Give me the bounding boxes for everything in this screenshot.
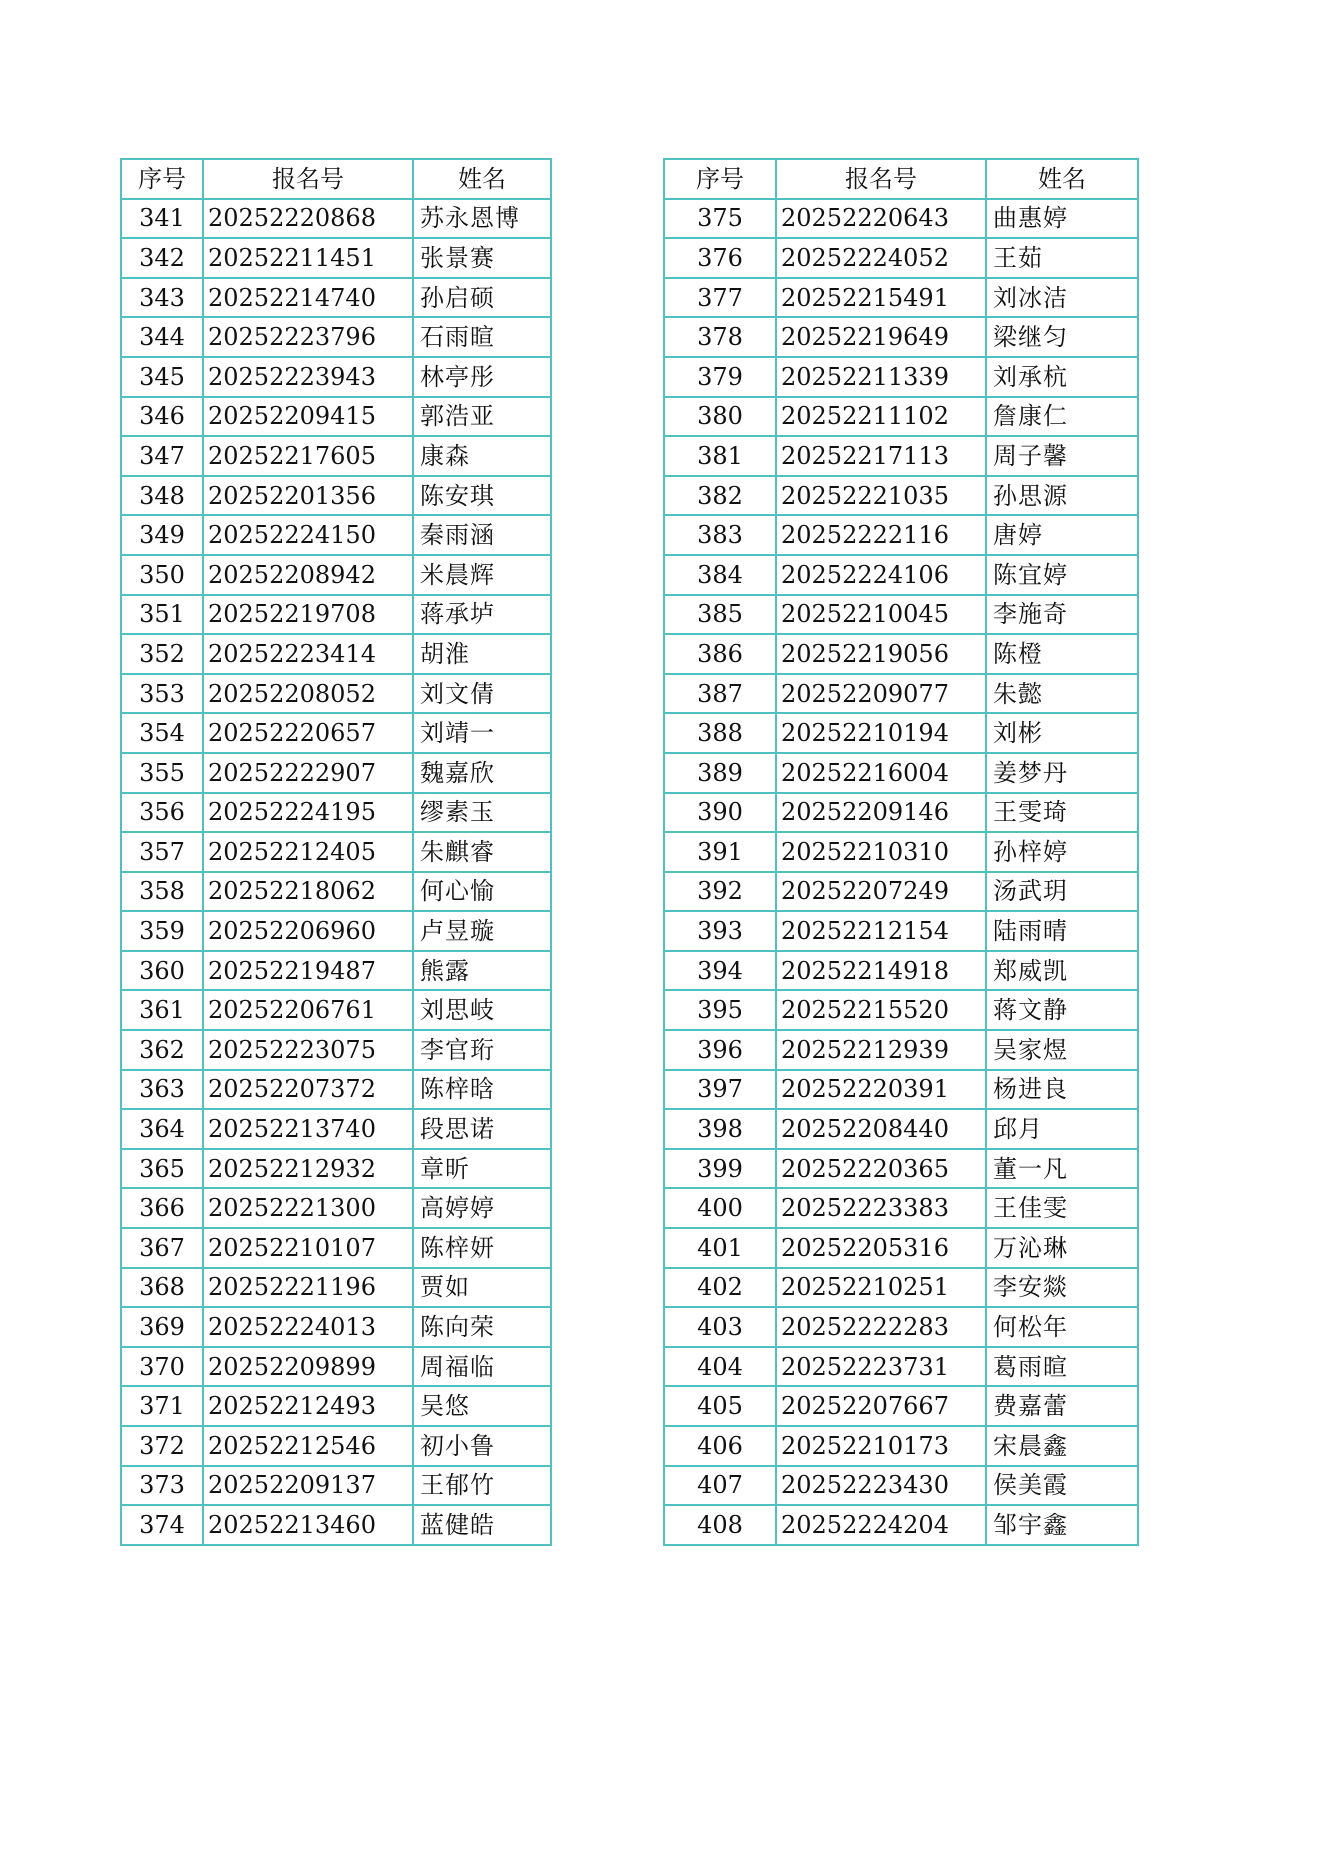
cell-reg-no: 20252210310 <box>776 832 986 872</box>
cell-reg-no: 20252223383 <box>776 1188 986 1228</box>
cell-seq: 358 <box>121 872 203 912</box>
cell-seq: 374 <box>121 1505 203 1545</box>
cell-reg-no: 20252215520 <box>776 990 986 1030</box>
table-row <box>664 515 1138 555</box>
table-row <box>664 1505 1138 1545</box>
cell-reg-no: 20252222907 <box>203 753 413 793</box>
cell-name: 贾如 <box>413 1268 551 1308</box>
cell-name: 汤武玥 <box>986 872 1138 912</box>
cell-name: 董一凡 <box>986 1149 1138 1189</box>
cell-seq: 400 <box>664 1188 776 1228</box>
table-row <box>664 436 1138 476</box>
cell-seq: 347 <box>121 436 203 476</box>
cell-reg-no: 20252222116 <box>776 515 986 555</box>
table-row <box>121 793 551 833</box>
cell-seq: 352 <box>121 634 203 674</box>
cell-seq: 348 <box>121 476 203 516</box>
cell-seq: 350 <box>121 555 203 595</box>
cell-seq: 349 <box>121 515 203 555</box>
cell-seq: 407 <box>664 1466 776 1506</box>
cell-seq: 378 <box>664 317 776 357</box>
cell-reg-no: 20252210251 <box>776 1268 986 1308</box>
cell-reg-no: 20252224150 <box>203 515 413 555</box>
cell-name: 高婷婷 <box>413 1188 551 1228</box>
cell-reg-no: 20252222283 <box>776 1307 986 1347</box>
cell-name: 詹康仁 <box>986 397 1138 437</box>
cell-reg-no: 20252217113 <box>776 436 986 476</box>
table-row <box>121 911 551 951</box>
cell-reg-no: 20252218062 <box>203 872 413 912</box>
table-row <box>121 595 551 635</box>
cell-name: 张景赛 <box>413 238 551 278</box>
table-row <box>121 1347 551 1387</box>
cell-name: 蒋承垆 <box>413 595 551 635</box>
cell-name: 万沁琳 <box>986 1228 1138 1268</box>
cell-name: 周子馨 <box>986 436 1138 476</box>
cell-seq: 401 <box>664 1228 776 1268</box>
table-row <box>121 238 551 278</box>
table-row <box>121 1307 551 1347</box>
cell-seq: 355 <box>121 753 203 793</box>
cell-reg-no: 20252206960 <box>203 911 413 951</box>
cell-name: 费嘉蕾 <box>986 1386 1138 1426</box>
cell-seq: 363 <box>121 1070 203 1110</box>
table-row <box>121 872 551 912</box>
table-row <box>664 1426 1138 1466</box>
cell-seq: 403 <box>664 1307 776 1347</box>
header-name: 姓名 <box>986 159 1138 199</box>
cell-seq: 397 <box>664 1070 776 1110</box>
header-reg-no: 报名号 <box>203 159 413 199</box>
cell-reg-no: 20252210107 <box>203 1228 413 1268</box>
cell-name: 米晨辉 <box>413 555 551 595</box>
table-row <box>664 1347 1138 1387</box>
cell-reg-no: 20252212546 <box>203 1426 413 1466</box>
cell-seq: 385 <box>664 595 776 635</box>
cell-name: 王雯琦 <box>986 793 1138 833</box>
cell-seq: 392 <box>664 872 776 912</box>
table-row <box>121 1070 551 1110</box>
cell-name: 陈向荣 <box>413 1307 551 1347</box>
cell-reg-no: 20252201356 <box>203 476 413 516</box>
cell-name: 曲惠婷 <box>986 199 1138 239</box>
cell-reg-no: 20252206761 <box>203 990 413 1030</box>
header-seq: 序号 <box>121 159 203 199</box>
table-row <box>664 674 1138 714</box>
cell-name: 吴家煜 <box>986 1030 1138 1070</box>
cell-seq: 366 <box>121 1188 203 1228</box>
cell-name: 吴悠 <box>413 1386 551 1426</box>
cell-name: 刘冰洁 <box>986 278 1138 318</box>
table-row <box>121 199 551 239</box>
cell-reg-no: 20252207249 <box>776 872 986 912</box>
cell-reg-no: 20252211102 <box>776 397 986 437</box>
cell-seq: 389 <box>664 753 776 793</box>
table-row <box>121 674 551 714</box>
table-row <box>121 990 551 1030</box>
table-row <box>121 634 551 674</box>
table-row <box>664 357 1138 397</box>
roster-table-right <box>663 158 1139 1546</box>
cell-seq: 406 <box>664 1426 776 1466</box>
cell-seq: 386 <box>664 634 776 674</box>
cell-seq: 405 <box>664 1386 776 1426</box>
cell-reg-no: 20252220643 <box>776 199 986 239</box>
table-row <box>664 911 1138 951</box>
cell-name: 陈宜婷 <box>986 555 1138 595</box>
cell-name: 孙启硕 <box>413 278 551 318</box>
cell-reg-no: 20252215491 <box>776 278 986 318</box>
cell-seq: 376 <box>664 238 776 278</box>
cell-reg-no: 20252211451 <box>203 238 413 278</box>
cell-seq: 367 <box>121 1228 203 1268</box>
cell-seq: 380 <box>664 397 776 437</box>
header-row <box>664 159 1138 199</box>
cell-seq: 364 <box>121 1109 203 1149</box>
cell-seq: 370 <box>121 1347 203 1387</box>
cell-name: 苏永恩博 <box>413 199 551 239</box>
cell-name: 朱懿 <box>986 674 1138 714</box>
cell-reg-no: 20252209899 <box>203 1347 413 1387</box>
cell-seq: 408 <box>664 1505 776 1545</box>
table-row <box>664 832 1138 872</box>
cell-seq: 342 <box>121 238 203 278</box>
cell-seq: 404 <box>664 1347 776 1387</box>
cell-reg-no: 20252209077 <box>776 674 986 714</box>
cell-seq: 354 <box>121 713 203 753</box>
cell-reg-no: 20252224013 <box>203 1307 413 1347</box>
cell-seq: 398 <box>664 1109 776 1149</box>
table-row <box>664 476 1138 516</box>
cell-seq: 371 <box>121 1386 203 1426</box>
cell-name: 刘思岐 <box>413 990 551 1030</box>
cell-seq: 356 <box>121 793 203 833</box>
cell-seq: 402 <box>664 1268 776 1308</box>
table-body-right <box>664 199 1138 1545</box>
cell-name: 陈橙 <box>986 634 1138 674</box>
table-row <box>121 555 551 595</box>
cell-name: 李安燚 <box>986 1268 1138 1308</box>
table-row <box>121 515 551 555</box>
cell-reg-no: 20252221035 <box>776 476 986 516</box>
cell-name: 梁继匀 <box>986 317 1138 357</box>
table-row <box>121 832 551 872</box>
cell-reg-no: 20252220657 <box>203 713 413 753</box>
table-row <box>121 1426 551 1466</box>
table-row <box>664 595 1138 635</box>
cell-reg-no: 20252210045 <box>776 595 986 635</box>
cell-reg-no: 20252216004 <box>776 753 986 793</box>
cell-name: 陆雨晴 <box>986 911 1138 951</box>
table-row <box>121 436 551 476</box>
table-row <box>664 397 1138 437</box>
cell-name: 邱月 <box>986 1109 1138 1149</box>
cell-name: 李施奇 <box>986 595 1138 635</box>
table-row <box>121 1505 551 1545</box>
cell-seq: 344 <box>121 317 203 357</box>
cell-seq: 375 <box>664 199 776 239</box>
cell-seq: 399 <box>664 1149 776 1189</box>
cell-reg-no: 20252217605 <box>203 436 413 476</box>
table-row <box>664 990 1138 1030</box>
cell-name: 孙思源 <box>986 476 1138 516</box>
cell-seq: 346 <box>121 397 203 437</box>
cell-reg-no: 20252221196 <box>203 1268 413 1308</box>
cell-seq: 360 <box>121 951 203 991</box>
cell-reg-no: 20252219649 <box>776 317 986 357</box>
cell-reg-no: 20252223731 <box>776 1347 986 1387</box>
cell-reg-no: 20252205316 <box>776 1228 986 1268</box>
table-row <box>121 1466 551 1506</box>
cell-name: 初小鲁 <box>413 1426 551 1466</box>
cell-name: 章昕 <box>413 1149 551 1189</box>
cell-reg-no: 20252224195 <box>203 793 413 833</box>
cell-seq: 390 <box>664 793 776 833</box>
table-row <box>664 753 1138 793</box>
cell-reg-no: 20252207667 <box>776 1386 986 1426</box>
cell-reg-no: 20252214918 <box>776 951 986 991</box>
table-row <box>121 317 551 357</box>
table-row <box>664 1188 1138 1228</box>
table-row <box>664 1268 1138 1308</box>
cell-name: 陈安琪 <box>413 476 551 516</box>
header-reg-no: 报名号 <box>776 159 986 199</box>
cell-reg-no: 20252219708 <box>203 595 413 635</box>
table-row <box>121 1149 551 1189</box>
cell-name: 王佳雯 <box>986 1188 1138 1228</box>
cell-seq: 381 <box>664 436 776 476</box>
cell-reg-no: 20252212939 <box>776 1030 986 1070</box>
cell-seq: 372 <box>121 1426 203 1466</box>
cell-seq: 393 <box>664 911 776 951</box>
cell-name: 周福临 <box>413 1347 551 1387</box>
cell-name: 唐婷 <box>986 515 1138 555</box>
cell-name: 陈梓晗 <box>413 1070 551 1110</box>
cell-reg-no: 20252209146 <box>776 793 986 833</box>
header-seq: 序号 <box>664 159 776 199</box>
cell-name: 刘文倩 <box>413 674 551 714</box>
table-row <box>664 1070 1138 1110</box>
cell-reg-no: 20252209415 <box>203 397 413 437</box>
cell-reg-no: 20252212154 <box>776 911 986 951</box>
table-body-left <box>121 199 551 1545</box>
cell-seq: 343 <box>121 278 203 318</box>
cell-name: 何心愉 <box>413 872 551 912</box>
cell-reg-no: 20252221300 <box>203 1188 413 1228</box>
cell-name: 何松年 <box>986 1307 1138 1347</box>
cell-name: 宋晨鑫 <box>986 1426 1138 1466</box>
table-row <box>121 357 551 397</box>
table-row <box>664 634 1138 674</box>
cell-reg-no: 20252212493 <box>203 1386 413 1426</box>
cell-reg-no: 20252220365 <box>776 1149 986 1189</box>
cell-seq: 396 <box>664 1030 776 1070</box>
cell-name: 陈梓妍 <box>413 1228 551 1268</box>
cell-name: 郑威凯 <box>986 951 1138 991</box>
header-name: 姓名 <box>413 159 551 199</box>
table-row <box>121 1109 551 1149</box>
cell-seq: 394 <box>664 951 776 991</box>
cell-name: 康森 <box>413 436 551 476</box>
cell-reg-no: 20252220391 <box>776 1070 986 1110</box>
cell-seq: 359 <box>121 911 203 951</box>
cell-seq: 351 <box>121 595 203 635</box>
cell-seq: 382 <box>664 476 776 516</box>
table-row <box>664 1030 1138 1070</box>
cell-reg-no: 20252208942 <box>203 555 413 595</box>
cell-seq: 387 <box>664 674 776 714</box>
cell-seq: 365 <box>121 1149 203 1189</box>
table-row <box>664 951 1138 991</box>
cell-reg-no: 20252223430 <box>776 1466 986 1506</box>
cell-reg-no: 20252213460 <box>203 1505 413 1545</box>
cell-seq: 388 <box>664 713 776 753</box>
cell-reg-no: 20252213740 <box>203 1109 413 1149</box>
cell-reg-no: 20252209137 <box>203 1466 413 1506</box>
cell-reg-no: 20252210173 <box>776 1426 986 1466</box>
cell-name: 石雨暄 <box>413 317 551 357</box>
cell-name: 杨进良 <box>986 1070 1138 1110</box>
cell-seq: 341 <box>121 199 203 239</box>
cell-name: 段思诺 <box>413 1109 551 1149</box>
cell-name: 王茹 <box>986 238 1138 278</box>
cell-reg-no: 20252212932 <box>203 1149 413 1189</box>
cell-name: 卢昱璇 <box>413 911 551 951</box>
cell-seq: 383 <box>664 515 776 555</box>
cell-name: 缪素玉 <box>413 793 551 833</box>
table-row <box>121 951 551 991</box>
table-row <box>664 793 1138 833</box>
cell-seq: 384 <box>664 555 776 595</box>
table-row <box>121 278 551 318</box>
cell-name: 李官珩 <box>413 1030 551 1070</box>
table-row <box>664 1307 1138 1347</box>
cell-name: 葛雨暄 <box>986 1347 1138 1387</box>
cell-name: 孙梓婷 <box>986 832 1138 872</box>
cell-name: 秦雨涵 <box>413 515 551 555</box>
table-row <box>664 1386 1138 1426</box>
cell-seq: 357 <box>121 832 203 872</box>
table-row <box>664 238 1138 278</box>
table-row <box>121 1188 551 1228</box>
table-row <box>121 1268 551 1308</box>
cell-name: 侯美霞 <box>986 1466 1138 1506</box>
cell-name: 朱麒睿 <box>413 832 551 872</box>
cell-seq: 373 <box>121 1466 203 1506</box>
cell-reg-no: 20252223943 <box>203 357 413 397</box>
cell-reg-no: 20252212405 <box>203 832 413 872</box>
table-row <box>664 713 1138 753</box>
cell-seq: 379 <box>664 357 776 397</box>
table-row <box>664 317 1138 357</box>
cell-name: 刘靖一 <box>413 713 551 753</box>
table-row <box>121 713 551 753</box>
table-row <box>664 1228 1138 1268</box>
cell-reg-no: 20252224204 <box>776 1505 986 1545</box>
cell-reg-no: 20252223796 <box>203 317 413 357</box>
cell-seq: 395 <box>664 990 776 1030</box>
cell-reg-no: 20252223075 <box>203 1030 413 1070</box>
table-row <box>664 1149 1138 1189</box>
table-row <box>664 278 1138 318</box>
cell-reg-no: 20252224052 <box>776 238 986 278</box>
table-row <box>121 1228 551 1268</box>
cell-name: 林亭彤 <box>413 357 551 397</box>
table-row <box>664 1466 1138 1506</box>
table-row <box>121 753 551 793</box>
cell-name: 蓝健皓 <box>413 1505 551 1545</box>
cell-reg-no: 20252219487 <box>203 951 413 991</box>
cell-reg-no: 20252211339 <box>776 357 986 397</box>
table-row <box>121 1386 551 1426</box>
cell-seq: 369 <box>121 1307 203 1347</box>
cell-reg-no: 20252219056 <box>776 634 986 674</box>
cell-reg-no: 20252223414 <box>203 634 413 674</box>
cell-reg-no: 20252207372 <box>203 1070 413 1110</box>
cell-seq: 361 <box>121 990 203 1030</box>
table-row <box>664 199 1138 239</box>
cell-reg-no: 20252214740 <box>203 278 413 318</box>
cell-reg-no: 20252210194 <box>776 713 986 753</box>
cell-name: 邹宇鑫 <box>986 1505 1138 1545</box>
cell-name: 刘承杭 <box>986 357 1138 397</box>
table-row <box>121 476 551 516</box>
cell-name: 郭浩亚 <box>413 397 551 437</box>
cell-name: 王郁竹 <box>413 1466 551 1506</box>
cell-seq: 391 <box>664 832 776 872</box>
roster-table-left <box>120 158 552 1546</box>
cell-seq: 345 <box>121 357 203 397</box>
cell-name: 魏嘉欣 <box>413 753 551 793</box>
cell-seq: 362 <box>121 1030 203 1070</box>
cell-name: 姜梦丹 <box>986 753 1138 793</box>
cell-reg-no: 20252208052 <box>203 674 413 714</box>
table-row <box>664 872 1138 912</box>
cell-reg-no: 20252224106 <box>776 555 986 595</box>
cell-seq: 368 <box>121 1268 203 1308</box>
cell-seq: 353 <box>121 674 203 714</box>
cell-name: 熊露 <box>413 951 551 991</box>
cell-name: 蒋文静 <box>986 990 1138 1030</box>
cell-name: 胡淮 <box>413 634 551 674</box>
table-row <box>664 555 1138 595</box>
table-row <box>121 1030 551 1070</box>
cell-seq: 377 <box>664 278 776 318</box>
cell-reg-no: 20252220868 <box>203 199 413 239</box>
cell-reg-no: 20252208440 <box>776 1109 986 1149</box>
header-row <box>121 159 551 199</box>
cell-name: 刘彬 <box>986 713 1138 753</box>
table-row <box>121 397 551 437</box>
table-row <box>664 1109 1138 1149</box>
